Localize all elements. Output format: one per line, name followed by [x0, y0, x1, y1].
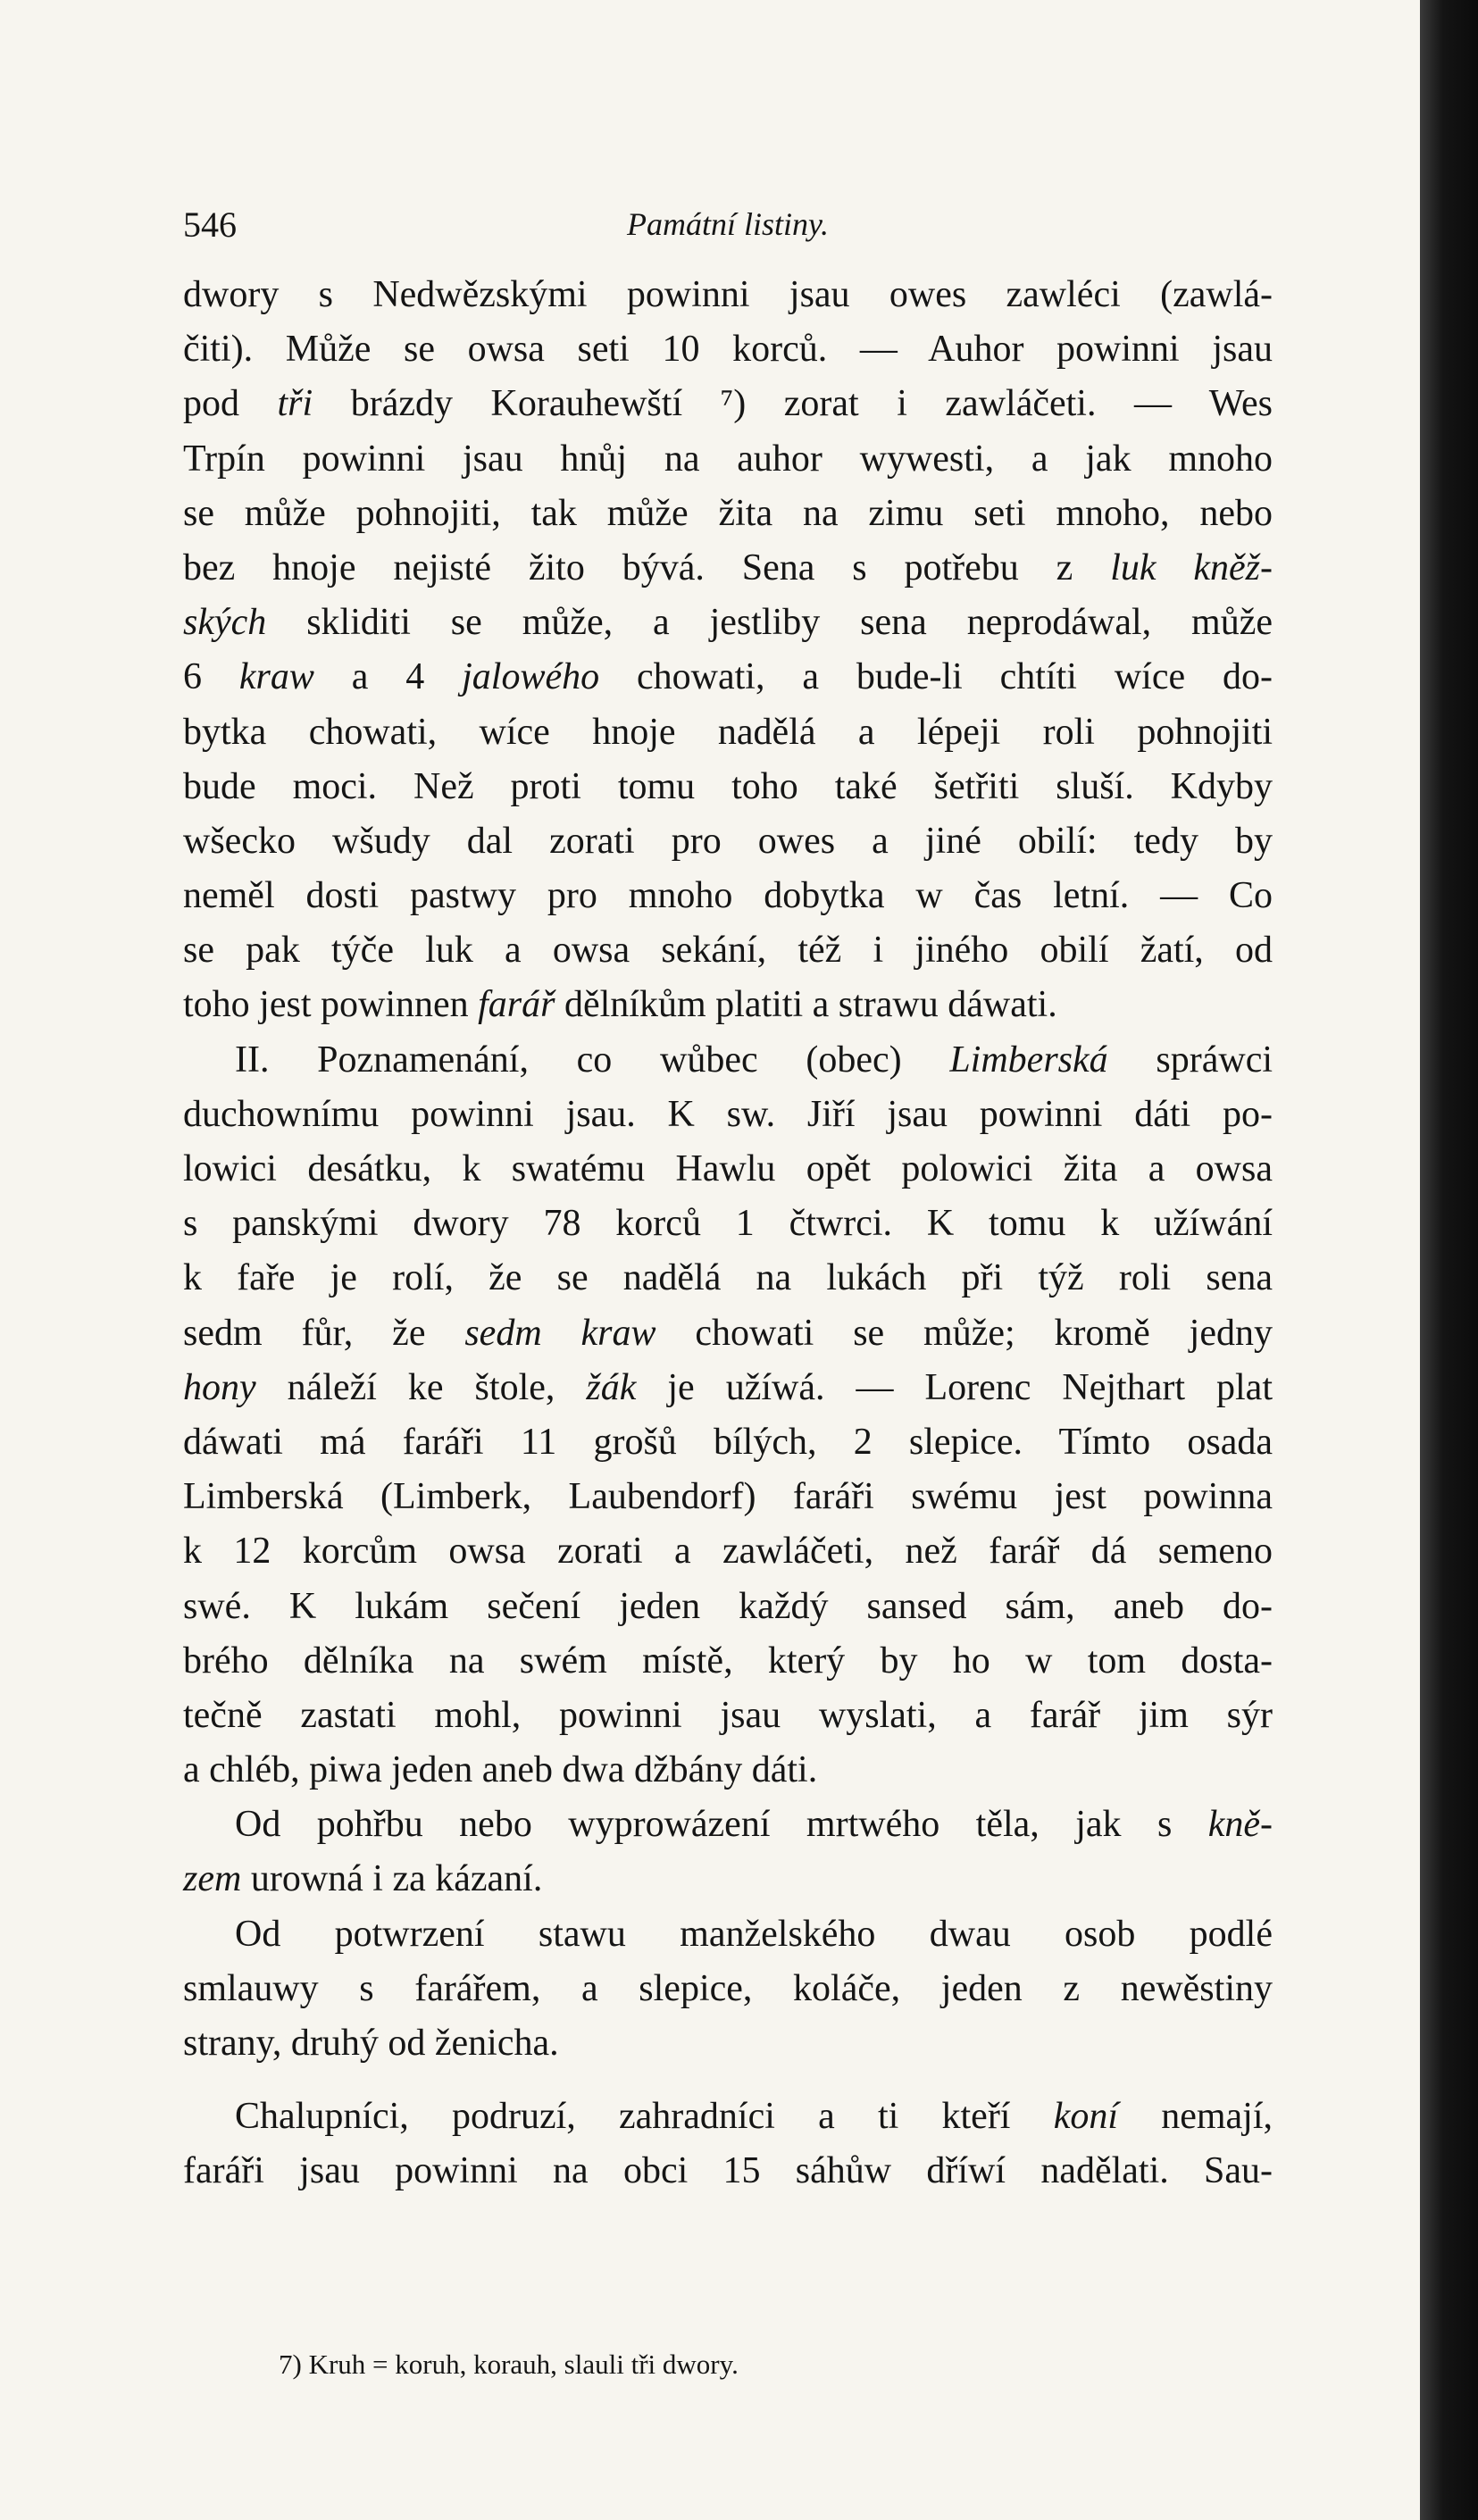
line-t: Trpín powinni jsau hnůj na auhor wywesti, a jak mnoho [183, 438, 1273, 480]
page-header [183, 204, 1273, 257]
line-it: luk kněž- [1110, 547, 1273, 588]
line-post: dělníkům platiti a strawu dáwati. [555, 984, 1057, 1026]
footnote: 7) Kruh = koruh, korauh, slauli tři dwory. [279, 2349, 739, 2380]
text-line [183, 760, 1273, 814]
text-line [183, 322, 1273, 377]
line-t: bude moci. Než proti tomu toho také šetřiti sluší. Kdyby [183, 765, 1273, 807]
line-t: Od potwrzení stawu manželského dwau osob podlé [235, 1913, 1273, 1955]
text-line [183, 432, 1273, 487]
line-pre: Chalupníci, podruzí, zahradníci a ti kteří [235, 2096, 1054, 2138]
text-line [183, 487, 1273, 541]
line-t: dwory s Nedwězskými powinni jsau owes zawléci (zawlá- [183, 274, 1273, 315]
text-line [183, 1852, 1273, 1907]
text-line [183, 1524, 1273, 1579]
line-it: kně- [1207, 1804, 1273, 1846]
line-t: swé. K lukám sečení jeden každý sansed sám, aneb do- [183, 1585, 1273, 1627]
line-post2: chowati, a bude-li chtíti wíce do- [599, 656, 1273, 698]
line-t: čiti). Může se owsa seti 10 korců. — Auhor powinni jsau [183, 329, 1273, 371]
text-line [183, 1634, 1273, 1689]
text-line [183, 814, 1273, 869]
line-t: brého dělníka na swém místě, který by ho w tom dosta- [183, 1640, 1273, 1681]
line-it: farář [478, 984, 555, 1026]
line-post: spráwci [1107, 1039, 1273, 1081]
line-post: chowati se může; kromě jedny [655, 1312, 1273, 1354]
line-post2: je užíwá. — Lorenc Nejthart plat [636, 1366, 1273, 1408]
line-t: duchownímu powinni jsau. K sw. Jiří jsau powinni dáti po- [183, 1093, 1273, 1135]
text-line [183, 650, 1273, 705]
text-line [183, 705, 1273, 760]
text-line [183, 1251, 1273, 1306]
line-t: faráři jsau powinni na obci 15 sáhůw dříwí nadělati. Sau- [183, 2150, 1273, 2192]
text-line [183, 377, 1273, 431]
text-line [183, 869, 1273, 923]
line-t: se pak týče luk a owsa sekání, též i jiného obilí žatí, od [183, 930, 1273, 972]
line-pre: toho jest powinnen [183, 984, 479, 1026]
line-pre: Od pohřbu nebo wyprowázení mrtwého těla, jak s [235, 1804, 1208, 1846]
line-t: dáwati má faráři 11 grošů bílých, 2 slepice. Tímto osada [183, 1421, 1273, 1463]
line-it: kraw [238, 656, 314, 698]
text-line [183, 1470, 1273, 1524]
line-t: strany, druhý od ženicha. [183, 2023, 559, 2064]
text-line [183, 1415, 1273, 1470]
text-line [183, 541, 1273, 596]
line-it: hony [183, 1366, 256, 1408]
line-it2: jalowého [462, 656, 600, 698]
line-it: sedm kraw [464, 1312, 656, 1354]
text-line [183, 1798, 1273, 1852]
line-pre: II. Poznamenání, co wůbec (obec) [235, 1039, 950, 1081]
text-line [183, 2016, 1273, 2071]
line-it: Limberská [949, 1039, 1108, 1081]
text-line [183, 978, 1273, 1032]
line-post: skliditi se může, a jestliby sena neprodáwal, může [266, 602, 1273, 644]
line-t: a chléb, piwa jeden aneb dwa džbány dáti. [183, 1749, 818, 1791]
text-line [183, 923, 1273, 978]
text-line [183, 1580, 1273, 1634]
line-t: Limberská (Limberk, Laubendorf) faráři swému jest powinna [183, 1476, 1273, 1518]
line-pre: 6 [183, 656, 239, 698]
text-line [183, 1743, 1273, 1798]
line-it2: žák [586, 1366, 637, 1408]
text-line [183, 1907, 1273, 1962]
line-pre: sedm fůr, že [183, 1312, 465, 1354]
line-post: nemají, [1118, 2096, 1273, 2138]
line-post: a 4 [313, 656, 463, 698]
line-t: lowici desátku, k swatému Hawlu opět polowici žita a owsa [183, 1148, 1273, 1189]
line-it: zem [183, 1858, 242, 1900]
line-it: tři [277, 383, 313, 425]
line-post: náleží ke štole, [255, 1366, 587, 1408]
line-it: ských [183, 602, 267, 644]
page-number: 546 [183, 204, 237, 245]
text-line [183, 596, 1273, 650]
line-t: k faře je rolí, že se nadělá na lukách při týž roli sena [183, 1257, 1273, 1299]
line-t: wšecko wšudy dal zorati pro owes a jiné obilí: tedy by [183, 820, 1273, 862]
text-line [183, 1088, 1273, 1142]
line-it: koní [1053, 2096, 1118, 2138]
text-line [183, 1142, 1273, 1197]
text-line [183, 2144, 1273, 2199]
text-line [183, 1033, 1273, 1088]
text-line [183, 1962, 1273, 2016]
line-t: bytka chowati, wíce hnoje nadělá a lépeji roli pohnojiti [183, 711, 1273, 753]
running-title: Památní listiny. [626, 206, 829, 242]
line-pre: bez hnoje nejisté žito bývá. Sena s potřebu z [183, 547, 1111, 588]
text-line [183, 268, 1273, 322]
line-t: neměl dosti pastwy pro mnoho dobytka w čas letní. — Co [183, 875, 1273, 917]
line-post: urowná i za kázaní. [241, 1858, 543, 1900]
text-line [183, 2090, 1273, 2144]
page-edge-shadow [1420, 0, 1478, 2520]
text-line [183, 1197, 1273, 1251]
line-pre: pod [183, 383, 278, 425]
body-text [183, 268, 1273, 2199]
text-line [183, 1306, 1273, 1361]
line-t: s panskými dwory 78 korců 1 čtwrci. K tomu k užíwání [183, 1203, 1273, 1245]
line-post: brázdy Korauhewští ⁷) zorat i zawláčeti. — Wes [313, 383, 1273, 425]
line-t: k 12 korcům owsa zorati a zawláčeti, než farář dá semeno [183, 1531, 1273, 1573]
line-t: smlauwy s farářem, a slepice, koláče, jeden z newěstiny [183, 1967, 1273, 2009]
text-line [183, 1361, 1273, 1415]
text-line [183, 1689, 1273, 1743]
line-t: tečně zastati mohl, powinni jsau wyslati, a farář jim sýr [183, 1694, 1273, 1736]
line-t: se může pohnojiti, tak může žita na zimu seti mnoho, nebo [183, 492, 1273, 534]
